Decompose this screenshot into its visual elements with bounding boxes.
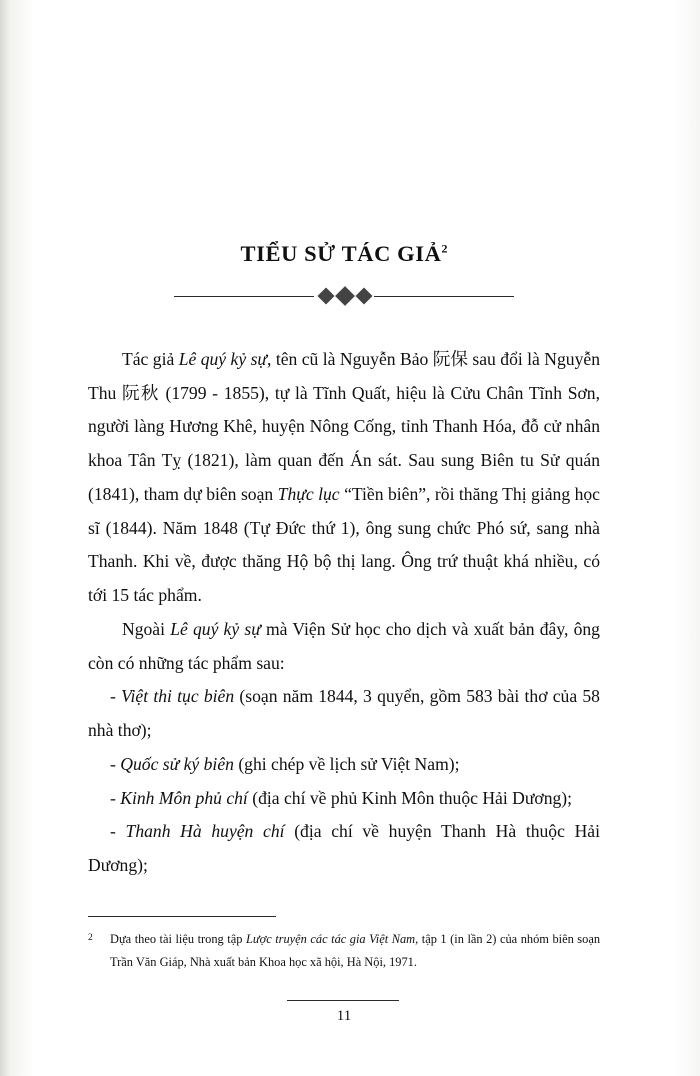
footnote-text [88, 928, 600, 974]
text-run: - [110, 787, 121, 808]
text-run: , tên cũ là Nguyễn Bảo 阮保 sau đổi là Nguyễn Thu 阮秋 (1799 - 1855), tự là Tĩnh Quất, hiệu là Cửu Chân Tĩnh Sơn, người làng Hương Khê, huyện Nông Cống, tỉnh Thanh Hóa, đỗ cử nhân khoa Tân Tỵ (1821), làm quan đến Án sát. Sau sung Biên tu Sử quán (1841), tham dự biên soạn [88, 348, 600, 504]
text-run: Dựa theo tài liệu trong tập [110, 932, 246, 946]
divider-line-right [374, 296, 514, 297]
diamond-divider-ornament [174, 289, 514, 303]
italic-run: Việt thi tục biên [121, 686, 235, 707]
text-run: Ngoài [122, 618, 171, 639]
text-run: (địa chí về phủ Kinh Môn thuộc Hải Dương); [247, 787, 573, 808]
diamond-icon [318, 287, 335, 304]
page-content-area [88, 0, 600, 1076]
text-run: , tập 1 (in lần 2) của nhóm biên soạn Trần Văn Giáp, Nhà xuất bản Khoa học xã hội, Hà Nội, 1971. [110, 932, 601, 969]
page-number: 11 [336, 1008, 352, 1024]
italic-run: Lê quý kỷ sự [178, 348, 268, 369]
text-run: mà Viện Sử học cho dịch và xuất bản đây, ông còn có những tác phẩm sau: [88, 618, 600, 673]
body-text [88, 343, 600, 883]
text-run: (soạn năm 1844, 3 quyển, gồm 583 bài thơ của 58 nhà thơ); [88, 686, 600, 741]
italic-run: Lê quý kỷ sự [170, 618, 261, 639]
italic-run: Lược truyện các tác gia Việt Nam [245, 932, 416, 946]
italic-run: Thanh Hà huyện chí [125, 821, 285, 842]
text-run: (địa chí về huyện Thanh Hà thuộc Hải Dương); [88, 821, 600, 876]
italic-run: Kinh Môn phủ chí [120, 787, 248, 808]
footnote-number: 2 [88, 933, 93, 943]
text-run: - [110, 686, 122, 707]
work-item-quoc-su-ky-bien [88, 748, 600, 782]
footnote-separator [88, 916, 276, 917]
work-item-viet-thi-tuc-bien [88, 680, 600, 748]
divider-line-left [174, 296, 314, 297]
diamond-icon [356, 287, 373, 304]
italic-run: Thực lục [277, 483, 340, 504]
page-number-rule [287, 1000, 399, 1001]
text-run: Tác giả [122, 348, 179, 369]
page-title [88, 0, 600, 267]
text-run: “Tiền biên”, rồi thăng Thị giảng học sĩ (1844). Năm 1848 (Tự Đức thứ 1), ông sung chức Phó sứ, sang nhà Thanh. Khi về, được thăng Hộ bộ thị lang. Ông trứ thuật khá nhiều, có tới 15 tác phẩm. [88, 483, 600, 606]
paragraph-other-works-intro [88, 613, 600, 681]
title-footnote-marker: 2 [441, 241, 448, 256]
paragraph-biography [88, 343, 600, 613]
text-run: (ghi chép về lịch sử Việt Nam); [233, 753, 460, 774]
italic-run: Quốc sử ký biên [120, 753, 234, 774]
text-run: - [110, 753, 121, 774]
diamond-icon [335, 286, 355, 306]
page-title-text: TIỂU SỬ TÁC GIẢ [240, 241, 442, 266]
work-item-thanh-ha-huyen-chi [88, 815, 600, 883]
work-item-kinh-mon-phu-chi [88, 782, 600, 816]
text-run: - [110, 821, 126, 842]
footnote [88, 928, 600, 974]
